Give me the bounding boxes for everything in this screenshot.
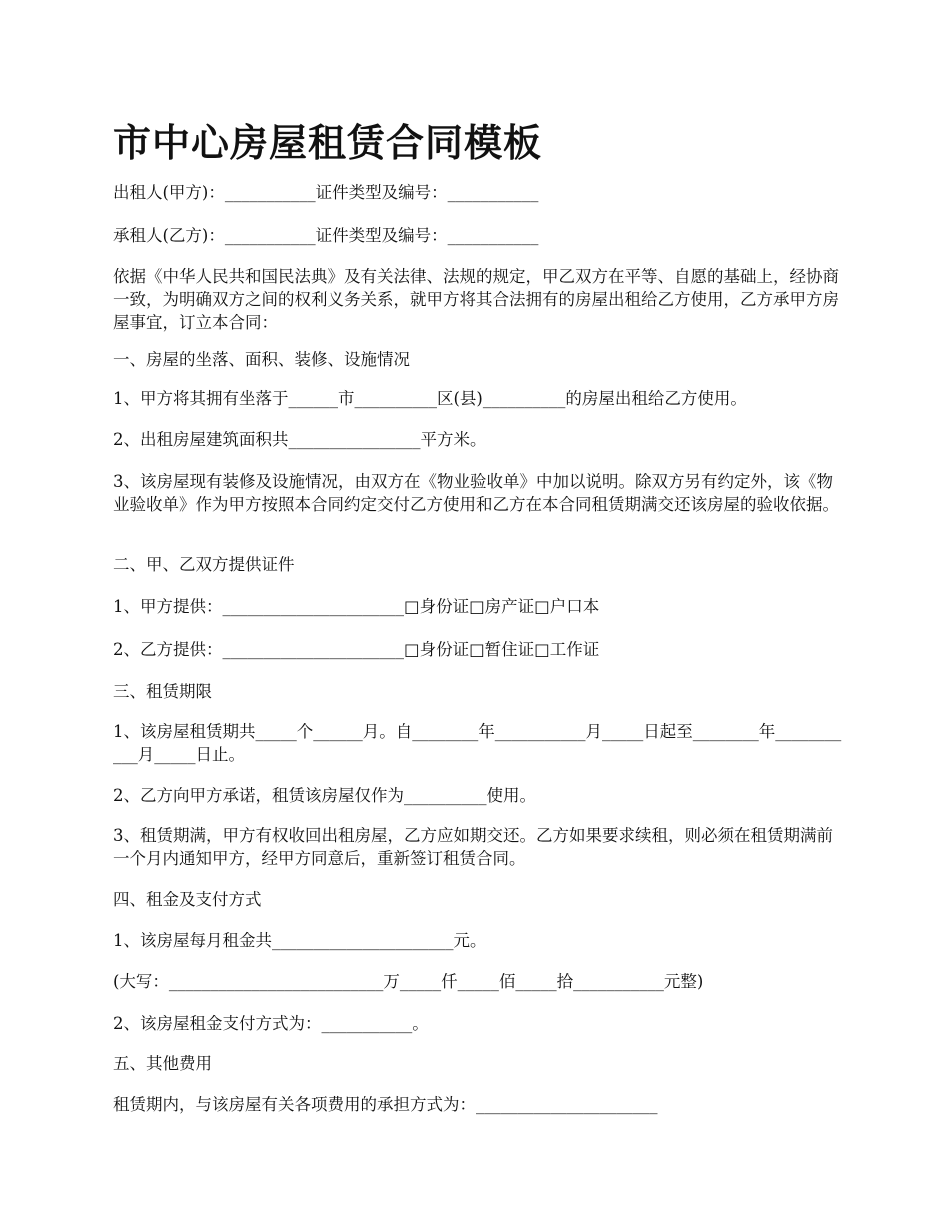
clause-3-1: 1、该房屋租赁期共_____个______月。自________年___________月_____日起至________年___________月_____日止。 bbox=[113, 722, 842, 764]
clause-3-3: 3、租赁期满，甲方有权收回出租房屋，乙方应如期交还。乙方如果要求续租，则必须在租赁期满前一个月内通知甲方，经甲方同意后，重新签订租赁合同。 bbox=[113, 826, 833, 868]
section-3-heading: 三、租赁期限 bbox=[113, 682, 212, 701]
clause-1-2: 2、出租房屋建筑面积共________________平方米。 bbox=[113, 430, 487, 449]
clause-1-3: 3、该房屋现有装修及设施情况，由双方在《物业验收单》中加以说明。除双方另有约定外，该《物业验收单》作为甲方按照本合同约定交付乙方使用和乙方在本合同租赁期满交还该房屋的验收依据。 bbox=[113, 472, 839, 514]
clause-4-1: 1、该房屋每月租金共______________________元。 bbox=[113, 931, 487, 950]
clause-3-2: 2、乙方向甲方承诺，租赁该房屋仅作为__________使用。 bbox=[113, 786, 536, 805]
clause-5-1: 租赁期内，与该房屋有关各项费用的承担方式为：______________________ bbox=[113, 1095, 658, 1114]
lessor-line: 出租人(甲方)：___________证件类型及编号：___________ bbox=[113, 183, 539, 202]
clause-2-2: 2、乙方提供：______________________□身份证□暂住证□工作证 bbox=[113, 640, 600, 659]
section-2-heading: 二、甲、乙双方提供证件 bbox=[113, 555, 295, 574]
lessee-line: 承租人(乙方)：___________证件类型及编号：___________ bbox=[113, 226, 539, 245]
clause-2-1: 1、甲方提供：______________________□身份证□房产证□户口本 bbox=[113, 597, 600, 616]
document-title: 市中心房屋租赁合同模板 bbox=[113, 121, 543, 165]
clause-4-1-capital: (大写：__________________________万_____仟_____佰_____拾___________元整) bbox=[113, 972, 704, 991]
section-5-heading: 五、其他费用 bbox=[113, 1054, 212, 1073]
clause-4-2: 2、该房屋租金支付方式为：___________。 bbox=[113, 1014, 429, 1033]
preamble-paragraph: 依据《中华人民共和国民法典》及有关法律、法规的规定，甲乙双方在平等、自愿的基础上，经协商一致，为明确双方之间的权利义务关系，就甲方将其合法拥有的房屋出租给乙方使用，乙方承甲方房屋事宜，订立本合同： bbox=[113, 267, 839, 332]
section-4-heading: 四、租金及支付方式 bbox=[113, 890, 262, 909]
clause-1-1: 1、甲方将其拥有坐落于______市__________区(县)__________的房屋出租给乙方使用。 bbox=[113, 389, 747, 408]
section-1-heading: 一、房屋的坐落、面积、装修、设施情况 bbox=[113, 350, 410, 369]
